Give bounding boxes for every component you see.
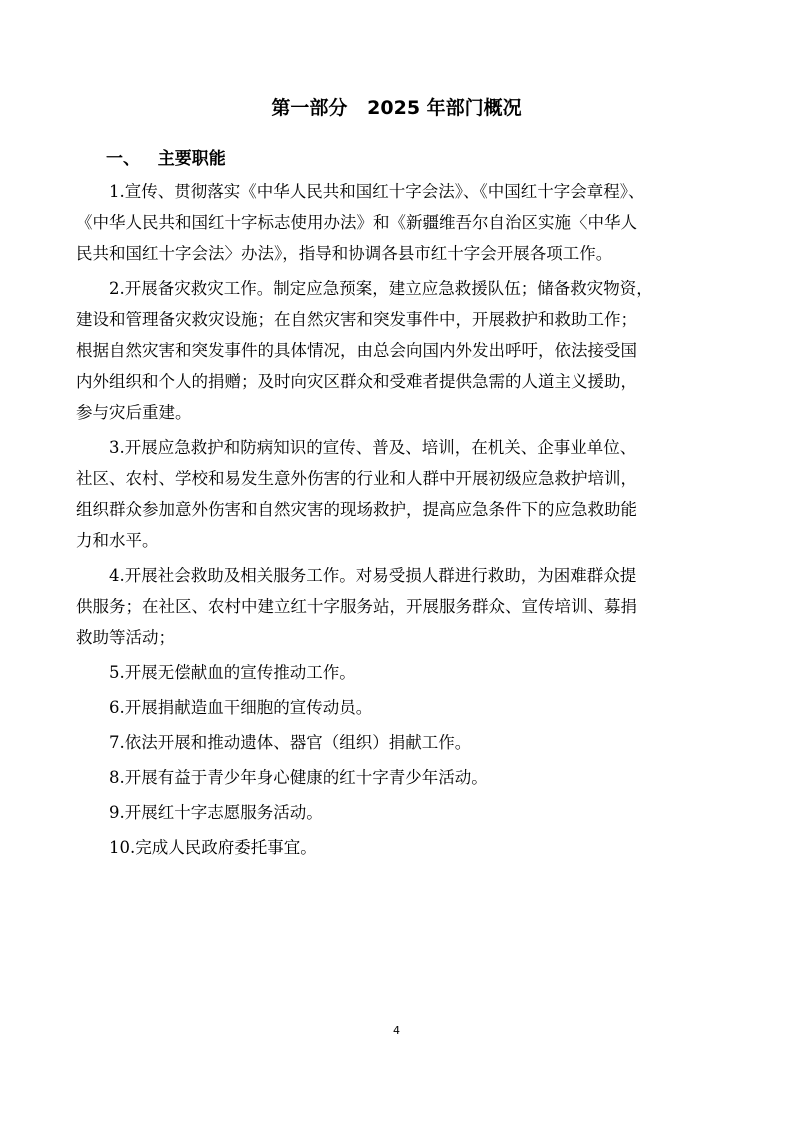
paragraph-line: 组织群众参加意外伤害和自然灾害的现场救护，提高应急条件下的应急救助能 [76,500,637,519]
paragraph-line: 参与灾后重建。 [76,403,192,422]
paragraph-10 [76,832,720,863]
paragraph-line: 5.开展无偿献血的宣传推动工作。 [109,663,356,682]
paragraph-6 [76,692,720,723]
paragraph-2 [76,273,720,428]
paragraph-line: 10.完成人民政府委托事宜。 [109,838,317,857]
paragraph-line: 1.宣传、贯彻落实《中华人民共和国红十字会法》、《中国红十字会章程》、 [109,182,645,201]
paragraph-line: 社区、农村、学校和易发生意外伤害的行业和人群中开展初级应急救护培训， [76,469,637,488]
paragraph-line: 8.开展有益于青少年身心健康的红十字青少年活动。 [109,768,488,787]
section-heading: 一、 主要职能 [106,149,226,169]
paragraph-line: 4.开展社会救助及相关服务工作。对易受损人群进行救助，为困难群众提 [109,566,637,585]
paragraph-8 [76,762,720,793]
page-number: 4 [393,1024,400,1037]
paragraph-7 [76,727,720,758]
paragraph-line: 6.开展捐献造血干细胞的宣传动员。 [109,698,373,717]
paragraph-9 [76,797,720,828]
paragraph-line: 7.依法开展和推动遗体、器官（组织）捐献工作。 [109,733,472,752]
page-title: 第一部分 2025 年部门概况 [271,97,522,119]
paragraph-line: 内外组织和个人的捐赠；及时向灾区群众和受难者提供急需的人道主义援助， [76,372,637,391]
paragraph-line: 3.开展应急救护和防病知识的宣传、普及、培训，在机关、企事业单位、 [109,438,637,457]
paragraph-line: 救助等活动； [76,628,175,647]
paragraph-5 [76,657,720,688]
paragraph-line: 力和水平。 [76,531,159,550]
paragraph-4 [76,560,720,653]
paragraph-line: 《中华人民共和国红十字标志使用办法》和《新疆维吾尔自治区实施〈中华人 [76,213,637,232]
document-body [76,176,720,867]
paragraph-line: 建设和管理备灾救灾设施；在自然灾害和突发事件中，开展救护和救助工作； [76,310,637,329]
paragraph-line: 供服务；在社区、农村中建立红十字服务站，开展服务群众、宣传培训、募捐 [76,597,637,616]
paragraph-3 [76,432,720,556]
paragraph-line: 2.开展备灾救灾工作。制定应急预案，建立应急救援队伍；储备救灾物资， [109,279,653,298]
paragraph-line: 民共和国红十字会法〉办法》，指导和协调各县市红十字会开展各项工作。 [76,244,613,263]
paragraph-line: 9.开展红十字志愿服务活动。 [109,803,323,822]
paragraph-1 [76,176,720,269]
paragraph-line: 根据自然灾害和突发事件的具体情况，由总会向国内外发出呼吁，依法接受国 [76,341,637,360]
